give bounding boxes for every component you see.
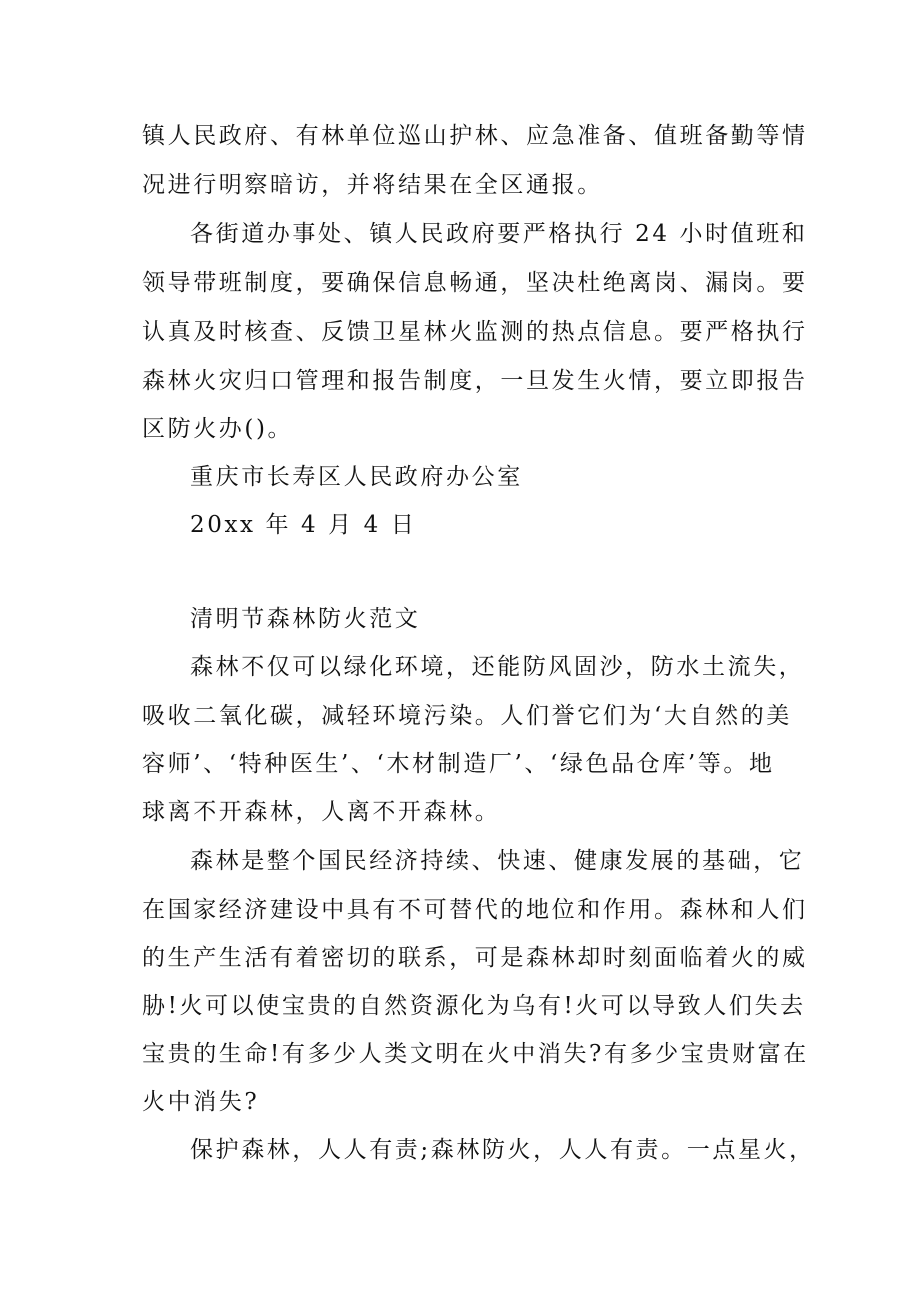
signature-date: 20xx 年 4 月 4 日: [190, 512, 417, 538]
paragraph-start-line: 森林是整个国民经济持续、快速、健康发展的基础，它: [190, 848, 805, 874]
text-line: 球离不开森林，人离不开森林。: [142, 799, 501, 825]
text-line: 认真及时核查、反馈卫星林火监测的热点信息。要严格执行: [142, 319, 808, 345]
text-line: 区防火办()。: [142, 416, 294, 442]
text-line: 的生产生活有着密切的联系，可是森林却时刻面临着火的威: [142, 945, 808, 971]
text-line: 况进行明察暗访，并将结果在全区通报。: [142, 172, 603, 198]
paragraph-start-line: 各街道办事处、镇人民政府要严格执行 24 小时值班和: [190, 221, 808, 247]
paragraph-start-line: 保护森林，人人有责;森林防火，人人有责。一点星火，: [190, 1137, 815, 1163]
text-line: 宝贵的生命!有多少人类文明在火中消失?有多少宝贵财富在: [142, 1041, 809, 1067]
text-line: 森林火灾归口管理和报告制度，一旦发生火情，要立即报告: [142, 368, 808, 394]
text-line: 火中消失?: [142, 1089, 260, 1115]
text-line: 容师’、‘特种医生’、‘木材制造厂’、‘绿色品仓库’等。地: [142, 751, 775, 777]
paragraph-start-line: 森林不仅可以绿化环境，还能防风固沙，防水土流失，: [190, 654, 805, 680]
text-line: 镇人民政府、有林单位巡山护林、应急准备、值班备勤等情: [142, 123, 808, 149]
text-line: 胁!火可以使宝贵的自然资源化为乌有!火可以导致人们失去: [142, 993, 806, 1019]
section-title: 清明节森林防火范文: [190, 606, 421, 632]
text-line: 吸收二氧化碳，减轻环境污染。人们誉它们为‘大自然的美: [142, 703, 792, 729]
text-line: 领导带班制度，要确保信息畅通，坚决杜绝离岗、漏岗。要: [142, 270, 808, 296]
text-line: 在国家经济建设中具有不可替代的地位和作用。森林和人们: [142, 897, 808, 923]
signature-organization: 重庆市长寿区人民政府办公室: [190, 464, 523, 490]
